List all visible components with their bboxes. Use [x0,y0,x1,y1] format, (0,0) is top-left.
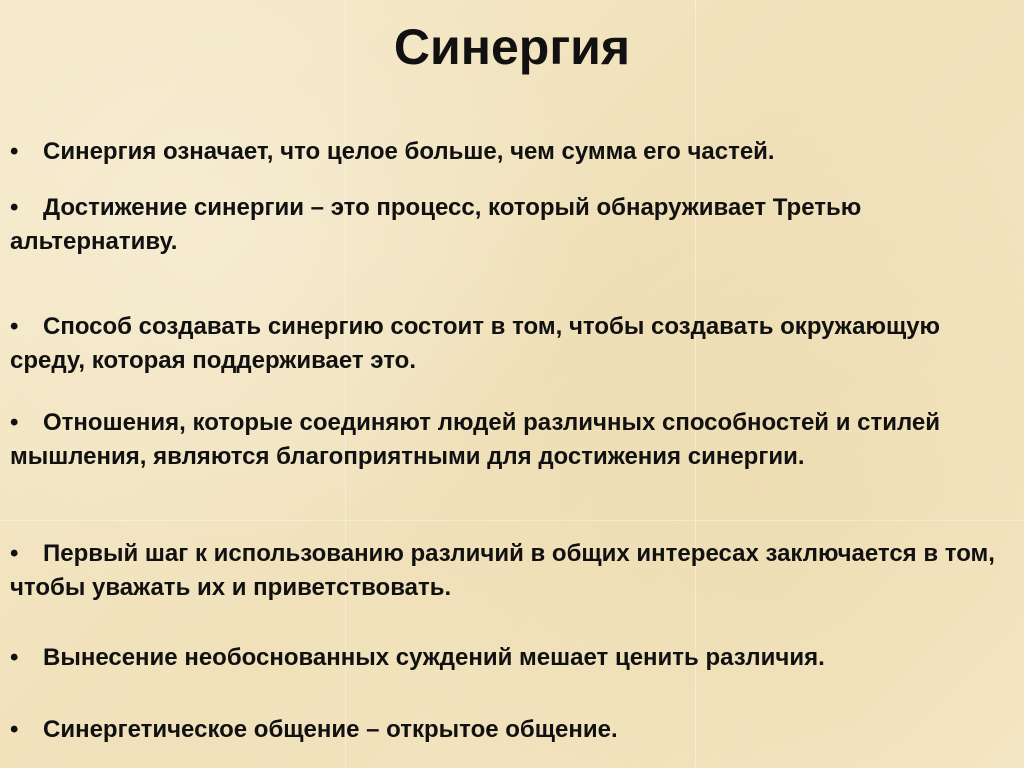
bullet-item [10,135,1015,169]
bullet-item [10,310,1015,378]
background-seam [0,520,1024,521]
bullet-symbol: • [10,644,19,671]
bullet-item [10,191,1015,259]
bullet-symbol: • [10,409,19,436]
bullet-item [10,713,1015,747]
bullet-text: Вынесение необоснованных суждений мешает ценить различия. [43,644,825,671]
bullet-text: Способ создавать синергию состоит в том, чтобы создавать окружающую среду, которая поддерживает это. [10,313,941,374]
bullet-text: Синергия означает, что целое больше, чем сумма его частей. [43,138,775,165]
bullet-text: Синергетическое общение – открытое общение. [43,716,618,743]
bullet-symbol: • [10,313,19,340]
bullet-item [10,537,1015,605]
bullet-symbol: • [10,138,19,165]
slide-title: Синергия [393,19,631,75]
bullet-item [10,641,1015,675]
bullet-symbol: • [10,540,19,567]
bullet-text: Отношения, которые соединяют людей различных способностей и стилей мышления, являются благоприятными для достижения синергии. [10,409,941,470]
bullet-item [10,406,1015,474]
bullet-symbol: • [10,194,19,221]
bullet-text: Достижение синергии – это процесс, который обнаруживает Третью альтернативу. [10,194,862,255]
bullet-symbol: • [10,716,19,743]
bullet-text: Первый шаг к использованию различий в общих интересах заключается в том, чтобы уважать их и приветствовать. [10,540,995,601]
